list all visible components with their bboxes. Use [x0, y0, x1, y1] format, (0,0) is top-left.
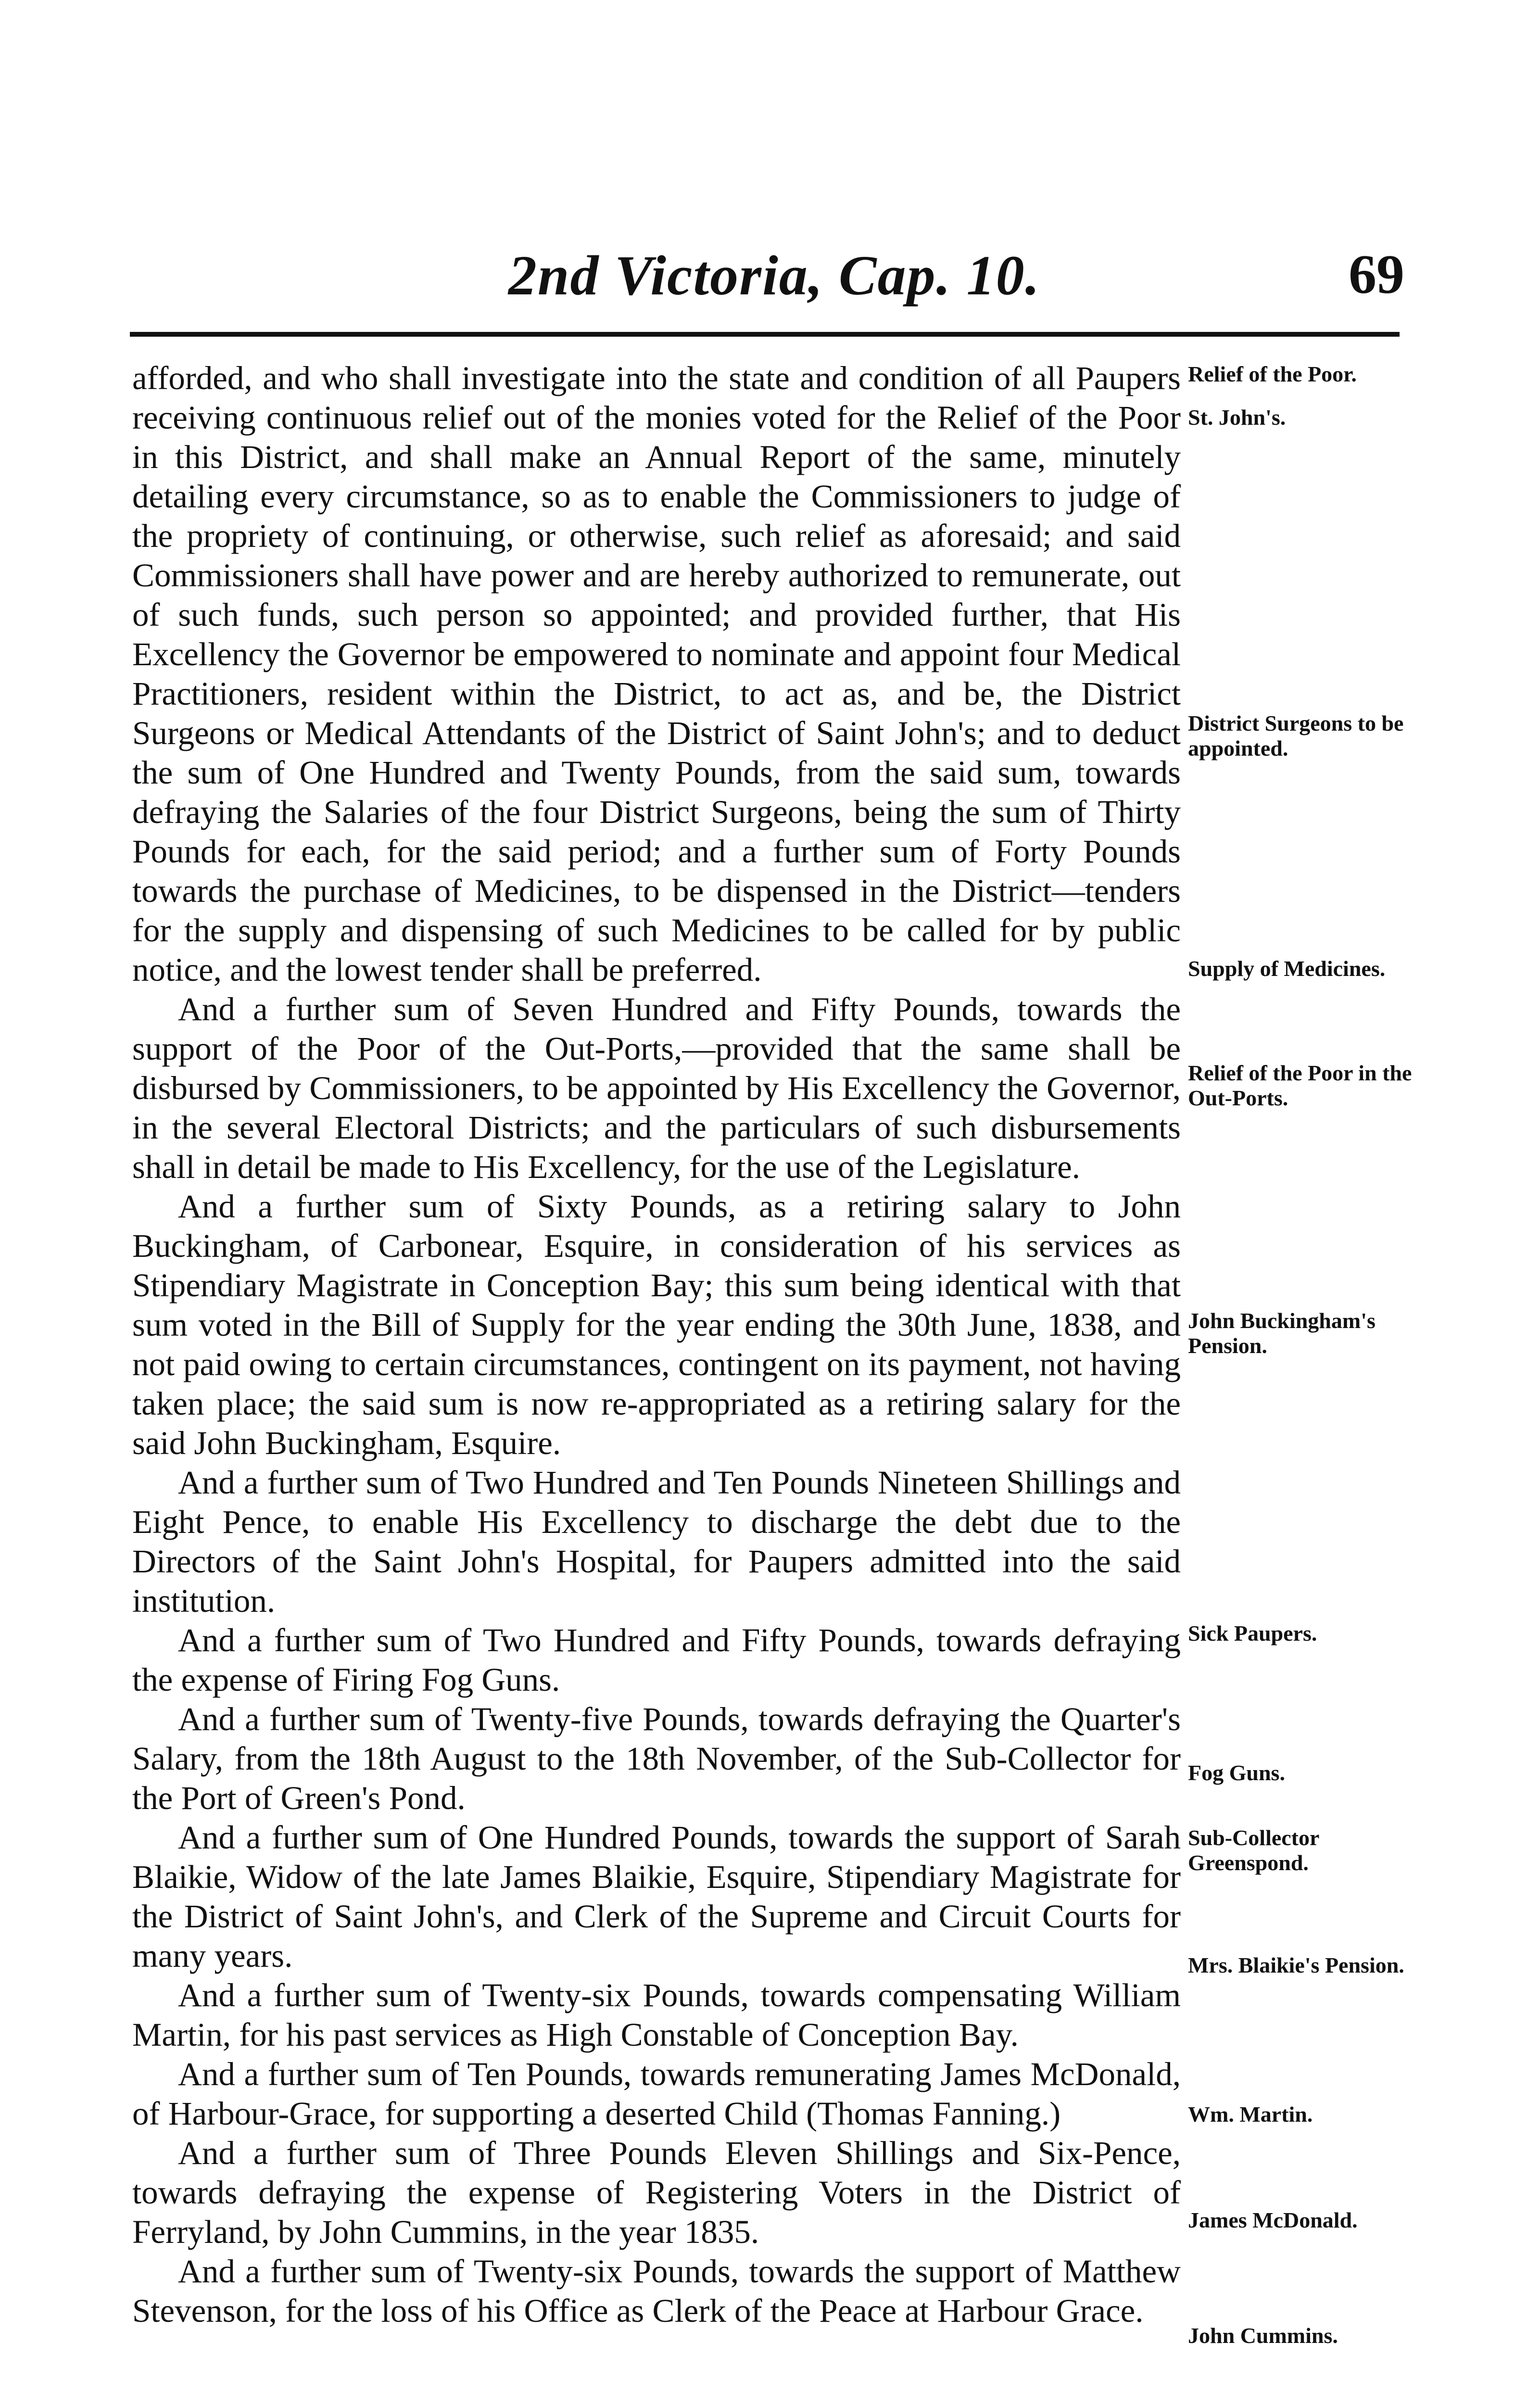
- margin-note-supply-medicines: Supply of Medicines.: [1188, 956, 1386, 981]
- margin-note-wm-martin: Wm. Martin.: [1188, 2102, 1313, 2127]
- paragraph-fog-guns: And a further sum of Two Hundred and Fifty Pounds, towards defraying the expense of Firing Fog Guns.: [132, 1622, 1181, 1698]
- paragraph-wm-martin: And a further sum of Twenty-six Pounds, towards compensating William Martin, for his past services as High Constable of Conception Bay.: [132, 1977, 1181, 2053]
- margin-note-john-cummins: John Cummins.: [1188, 2323, 1338, 2348]
- margin-note-st-johns: St. John's.: [1188, 405, 1286, 430]
- paragraph-sub-collector: And a further sum of Twenty-five Pounds, towards defraying the Quarter's Salary, from the 18th August to the 18th November, of the Sub-Collector for the Port of Green's Pond.: [132, 1701, 1181, 1816]
- margin-note-fog-guns: Fog Guns.: [1188, 1760, 1285, 1785]
- body-text: [132, 358, 1181, 2330]
- margin-note-district-surgeons: District Surgeons to be appointed.: [1188, 711, 1404, 760]
- paragraph-john-cummins: And a further sum of Three Pounds Eleven Shillings and Six-Pence, towards defraying the expense of Registering Voters in the District of Ferryland, by John Cummins, in the year 1835.: [132, 2135, 1181, 2250]
- paragraph-buckingham-pension: And a further sum of Sixty Pounds, as a retiring salary to John Buckingham, of Carbonear, Esquire, in consideration of his services as Stipendiary Magistrate in Conception Bay; this sum being identical with that sum voted in the Bill of Supply for the year ending the 30th June, 1838, and not paid owing to certain circumstances, contingent on its payment, not having taken place; the said sum is now re-appropriated as a retiring salary for the said John Buckingham, Esquire.: [132, 1188, 1181, 1461]
- paragraph-james-mcdonald: And a further sum of Ten Pounds, towards remunerating James McDonald, of Harbour-Grace, for supporting a deserted Child (Thomas Fanning.): [132, 2056, 1181, 2132]
- margin-note-sick-paupers: Sick Paupers.: [1188, 1621, 1317, 1646]
- margin-note-out-ports: Relief of the Poor in the Out-Ports.: [1188, 1061, 1412, 1110]
- paragraph-out-ports: And a further sum of Seven Hundred and Fifty Pounds, towards the support of the Poor of the Out-Ports,—provided that the same shall be disbursed by Commissioners, to be appointed by His Excellency the Governor, in the several Electoral Districts; and the particulars of such disbursements shall in detail be made to His Excellency, for the use of the Legislature.: [132, 991, 1181, 1185]
- paragraph-relief-st-johns: afforded, and who shall investigate into the state and condition of all Paupers receiving continuous relief out of the monies voted for the Relief of the Poor in this District, and shall make an Annual Report of the same, minutely detailing every circumstance, so as to enable the Commissioners to judge of the propriety of continuing, or otherwise, such relief as aforesaid; and said Commissioners shall have power and are hereby authorized to remunerate, out of such funds, such person so appointed; and provided further, that His Excellency the Governor be empowered to nominate and appoint four Medical Practitioners, resident within the District, to act as, and be, the District Surgeons or Medical Attendants of the District of Saint John's; and to deduct the sum of One Hundred and Twenty Pounds, from the said sum, towards defraying the Salaries of the four District Surgeons, being the sum of Thirty Pounds for each, for the said period; and a further sum of Forty Pounds towards the purchase of Medicines, to be dispensed in the District—tenders for the supply and dispensing of such Medicines to be called for by public notice, and the lowest tender shall be preferred.: [132, 360, 1181, 988]
- paragraph-blaikie-pension: And a further sum of One Hundred Pounds, towards the support of Sarah Blaikie, Widow of the late James Blaikie, Esquire, Stipendiary Magistrate for the District of Saint John's, and Clerk of the Supreme and Circuit Courts for many years.: [132, 1819, 1181, 1974]
- paragraph-stevenson-pension: And a further sum of Twenty-six Pounds, towards the support of Matthew Stevenson, for the loss of his Office as Clerk of the Peace at Harbour Grace.: [132, 2253, 1181, 2329]
- margin-note-relief-of-poor: Relief of the Poor.: [1188, 362, 1357, 386]
- margin-note-buckingham: John Buckingham's Pension.: [1188, 1308, 1376, 1358]
- paragraph-sick-paupers: And a further sum of Two Hundred and Ten Pounds Nineteen Shillings and Eight Pence, to enable His Excellency to discharge the debt due to the Directors of the Saint John's Hospital, for Paupers admitted into the said institution.: [132, 1464, 1181, 1619]
- margin-note-james-mcdonald: James McDonald.: [1188, 2208, 1358, 2232]
- page-number: 69: [1349, 244, 1404, 305]
- header-rule: [130, 332, 1400, 337]
- margin-note-sub-collector: Sub-Collector Greenspond.: [1188, 1825, 1319, 1875]
- running-header-title: 2nd Victoria, Cap. 10.: [508, 244, 1041, 307]
- margin-note-blaikie: Mrs. Blaikie's Pension.: [1188, 1953, 1404, 1977]
